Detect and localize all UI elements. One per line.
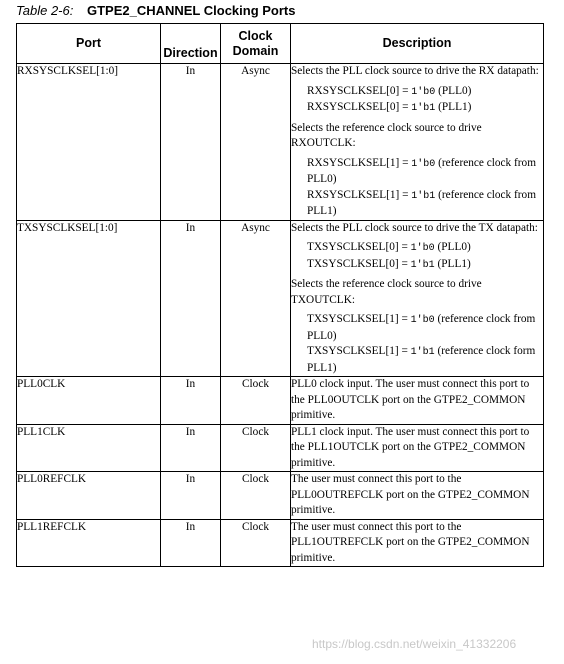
clock-domain-cell: Async bbox=[221, 64, 291, 221]
description-setting bbox=[291, 188, 543, 220]
port-cell: PLL1REFCLK bbox=[17, 519, 161, 567]
setting-signal: RXSYSCLKSEL[0] = bbox=[307, 101, 412, 113]
table-caption bbox=[16, 2, 296, 20]
port-cell: PLL1CLK bbox=[17, 424, 161, 472]
port-cell: PLL0CLK bbox=[17, 377, 161, 425]
direction-cell: In bbox=[161, 64, 221, 221]
description-text: The user must connect this port to the PLL0OUTREFCLK port on the GTPE2_COMMON primitive. bbox=[291, 473, 530, 516]
setting-value-code: 1'b1 bbox=[411, 103, 436, 114]
description-cell bbox=[291, 64, 544, 221]
header-description: Description bbox=[291, 24, 544, 64]
port-cell: RXSYSCLKSEL[1:0] bbox=[17, 64, 161, 221]
description-setting bbox=[291, 312, 543, 344]
setting-meaning: (reference clock from PLL1) bbox=[307, 188, 536, 217]
table-row bbox=[17, 220, 544, 377]
setting-meaning: (reference clock from PLL0) bbox=[307, 156, 536, 185]
direction-cell: In bbox=[161, 519, 221, 567]
port-cell: PLL0REFCLK bbox=[17, 472, 161, 520]
direction-cell: In bbox=[161, 424, 221, 472]
clock-domain-cell: Clock bbox=[221, 424, 291, 472]
setting-signal: RXSYSCLKSEL[1] = bbox=[307, 156, 412, 169]
description-setting bbox=[291, 84, 543, 101]
table-row bbox=[17, 472, 544, 520]
setting-value-code: 1'b1 bbox=[411, 190, 436, 202]
table-header bbox=[17, 24, 544, 64]
description-setting bbox=[291, 156, 543, 188]
setting-value-code: 1'b0 bbox=[411, 86, 436, 98]
description-text: Selects the PLL clock source to drive the RX datapath: bbox=[291, 65, 539, 77]
table-title: GTPE2_CHANNEL Clocking Ports bbox=[86, 3, 296, 18]
description-setting bbox=[291, 240, 543, 257]
clock-domain-cell: Async bbox=[221, 220, 291, 377]
description-text: Selects the PLL clock source to drive the TX datapath: bbox=[291, 221, 538, 234]
direction-cell: In bbox=[161, 472, 221, 520]
table-number: Table 2-6: bbox=[16, 3, 74, 18]
setting-signal: TXSYSCLKSEL[1] = bbox=[307, 313, 411, 325]
header-clock-domain-line1: Clock bbox=[238, 28, 273, 43]
setting-signal: TXSYSCLKSEL[1] = bbox=[307, 345, 411, 357]
clock-domain-cell: Clock bbox=[221, 519, 291, 567]
setting-meaning: (PLL1) bbox=[435, 101, 472, 113]
setting-value-code: 1'b0 bbox=[411, 158, 436, 170]
description-cell bbox=[291, 220, 544, 377]
header-port: Port bbox=[17, 24, 161, 64]
description-text: Selects the reference clock source to drive TXOUTCLK: bbox=[291, 278, 482, 306]
description-cell bbox=[291, 472, 544, 520]
setting-meaning: (PLL0) bbox=[435, 84, 472, 97]
description-cell bbox=[291, 377, 544, 425]
direction-cell: In bbox=[161, 377, 221, 425]
description-cell bbox=[291, 424, 544, 472]
setting-value-code: 1'b1 bbox=[410, 259, 435, 271]
description-text: Selects the reference clock source to drive RXOUTCLK: bbox=[291, 121, 482, 149]
setting-meaning: (PLL1) bbox=[434, 257, 471, 270]
table-row bbox=[17, 64, 544, 221]
description-text: The user must connect this port to the PLL1OUTREFCLK port on the GTPE2_COMMON primitive. bbox=[291, 520, 530, 564]
description-text: PLL1 clock input. The user must connect this port to the PLL1OUTCLK port on the GTPE2_COMMON primitive. bbox=[291, 425, 530, 469]
setting-meaning: (reference clock form PLL1) bbox=[307, 345, 536, 374]
setting-signal: TXSYSCLKSEL[0] = bbox=[307, 241, 411, 253]
header-clock-domain bbox=[221, 24, 291, 64]
table-row bbox=[17, 424, 544, 472]
direction-cell: In bbox=[161, 220, 221, 377]
description-text: PLL0 clock input. The user must connect this port to the PLL0OUTCLK port on the GTPE2_COMMON primitive. bbox=[291, 378, 530, 421]
watermark: https://blog.csdn.net/weixin_41332206 bbox=[312, 637, 517, 651]
clock-domain-cell: Clock bbox=[221, 377, 291, 425]
setting-signal: TXSYSCLKSEL[0] = bbox=[307, 257, 411, 270]
header-direction: Direction bbox=[161, 24, 221, 64]
setting-value-code: 1'b0 bbox=[410, 243, 435, 254]
setting-meaning: (reference clock from PLL0) bbox=[307, 313, 536, 342]
setting-value-code: 1'b0 bbox=[410, 315, 435, 326]
header-clock-domain-line2: Domain bbox=[232, 43, 279, 58]
description-setting bbox=[291, 344, 543, 376]
description-cell bbox=[291, 519, 544, 567]
table-row bbox=[17, 519, 544, 567]
clock-domain-cell: Clock bbox=[221, 472, 291, 520]
header-row bbox=[17, 24, 544, 64]
setting-signal: RXSYSCLKSEL[0] = bbox=[307, 84, 412, 97]
setting-meaning: (PLL0) bbox=[434, 241, 471, 253]
table-row bbox=[17, 377, 544, 425]
setting-signal: RXSYSCLKSEL[1] = bbox=[307, 188, 412, 201]
clocking-ports-table bbox=[16, 23, 544, 567]
setting-value-code: 1'b1 bbox=[410, 347, 435, 358]
description-setting bbox=[291, 257, 543, 274]
description-setting bbox=[291, 100, 543, 117]
port-cell: TXSYSCLKSEL[1:0] bbox=[17, 220, 161, 377]
table-body bbox=[17, 64, 544, 567]
